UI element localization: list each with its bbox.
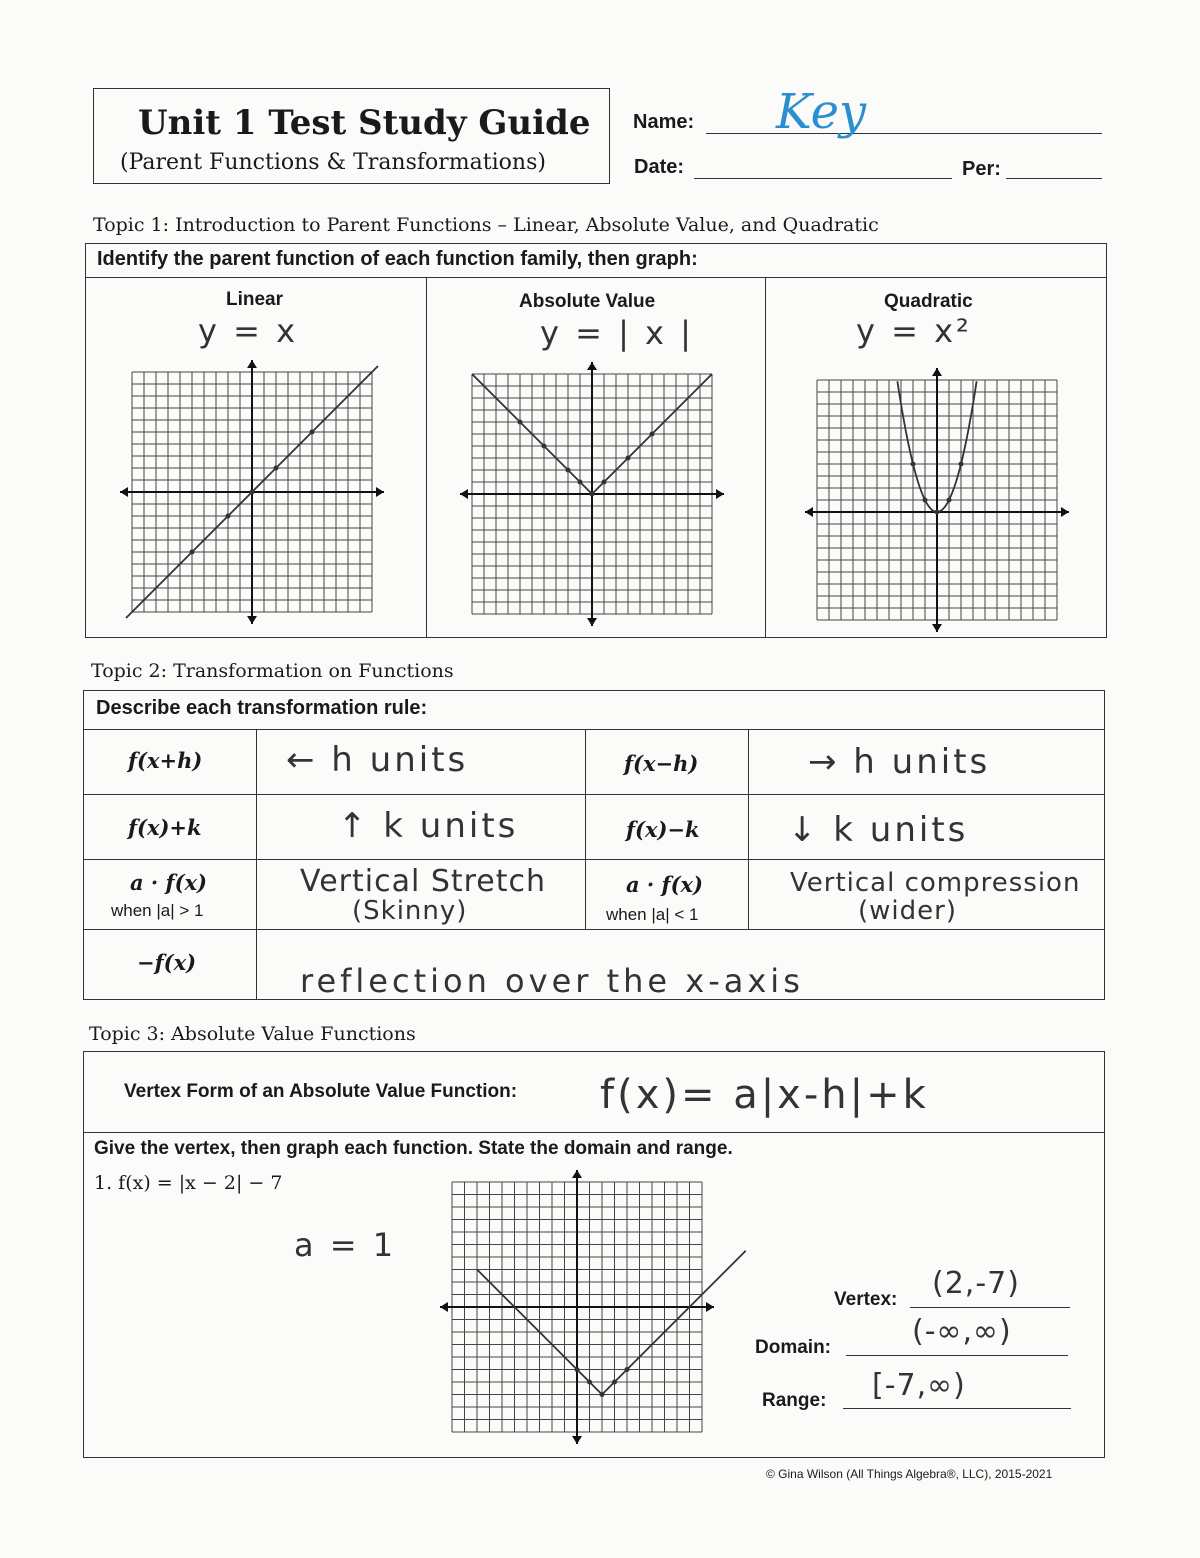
topic3-divider [83,1132,1105,1133]
vertex-form-answer: f(x)= a|x-h|+k [600,1072,929,1118]
plot-point [226,514,231,519]
answer-f-x-minus-h: → h units [808,742,991,782]
plot-point [566,468,571,473]
plot-point [612,1380,617,1385]
problem-1: 1. f(x) = |x − 2| − 7 [94,1172,283,1194]
x-axis-arrow-right [706,1302,714,1312]
a-note: a = 1 [294,1226,397,1264]
plot-point [250,490,255,495]
answer-compression-note: (wider) [858,896,957,926]
linear-graph [110,360,400,632]
date-label: Date: [634,156,685,178]
topic2-heading: Topic 2: Transformation on Functions [91,660,454,682]
cond-a-greater-1: when |a| > 1 [111,901,204,920]
plot-point [310,430,315,435]
topic1-instruction: Identify the parent function of each function family, then graph: [97,248,698,270]
plot-point [575,1367,580,1372]
plot-point [590,492,595,497]
vertex-line [910,1307,1070,1308]
y-axis-arrow-up [932,368,942,376]
domain-label: Domain: [755,1337,831,1358]
rule-f-minus-k: f(x)−k [626,817,700,842]
range-label: Range: [762,1390,827,1411]
answer-stretch-note: (Skinny) [352,896,468,926]
plot-point [587,1380,592,1385]
cond-a-less-1: when |a| < 1 [606,905,699,924]
topic2-row-line-3 [83,929,1105,930]
topic3-heading: Topic 3: Absolute Value Functions [89,1023,416,1045]
rule-a-f-stretch: a · f(x) [130,870,207,895]
x-axis-arrow-left [805,507,813,517]
topic2-col-line-2 [748,729,749,929]
plot-point [600,1392,605,1397]
rule-f-x-plus-h: f(x+h) [128,748,203,773]
plot-point [923,498,928,503]
range-value: [-7,∞) [872,1368,966,1403]
topic2-row-line-2 [83,859,1105,860]
per-label: Per: [962,158,1001,180]
v-curve-problem1 [477,1251,746,1395]
vertex-form-label: Vertex Form of an Absolute Value Function: [124,1081,518,1102]
page-subtitle: (Parent Functions & Transformations) [120,150,546,175]
domain-value: (-∞,∞) [912,1314,1012,1349]
plot-point [602,480,607,485]
x-axis-arrow-left [460,489,468,499]
absval-answer: y = | x | [540,314,694,352]
linear-answer: y = x [198,312,299,350]
topic2-row-line-1 [83,794,1105,795]
plot-point [935,510,940,515]
plot-point [518,420,523,425]
date-line [694,178,952,179]
plot-point [947,498,952,503]
topic3-instruction: Give the vertex, then graph each function. State the domain and range. [94,1138,733,1159]
vertex-value: (2,-7) [932,1266,1020,1301]
x-axis-arrow-right [1061,507,1069,517]
y-axis-arrow-up [572,1170,582,1178]
plot-point [578,480,583,485]
answer-f-x-plus-h: ← h units [286,740,469,780]
y-axis-arrow-down [572,1436,582,1444]
topic1-heading: Topic 1: Introduction to Parent Functions – Linear, Absolute Value, and Quadratic [93,214,879,236]
y-axis-arrow-down [932,624,942,632]
rule-neg-f: −f(x) [137,950,197,975]
quadratic-graph [795,362,1085,634]
topic1-col-divider-2 [765,277,766,638]
vertex-label: Vertex: [834,1289,898,1310]
plot-point [650,432,655,437]
plot-point [625,1367,630,1372]
name-label: Name: [633,111,695,133]
topic2-col-line-0 [256,729,257,1000]
topic2-instruction: Describe each transformation rule: [96,697,428,719]
linear-title: Linear [226,289,284,310]
plot-point [274,466,279,471]
problem1-graph [430,1170,770,1452]
y-axis-arrow-up [247,360,257,368]
domain-line [846,1355,1068,1356]
topic1-divider [85,277,1107,278]
quadratic-title: Quadratic [884,291,973,312]
plot-point [959,462,964,467]
topic2-row-line-0 [83,729,1105,730]
answer-reflection: reflection over the x-axis [300,962,804,1000]
y-axis-arrow-up [587,362,597,370]
topic1-col-divider-1 [426,277,427,638]
topic2-col-line-1 [585,729,586,929]
copyright: © Gina Wilson (All Things Algebra®, LLC), 2015-2021 [766,1467,1053,1481]
rule-f-plus-k: f(x)+k [128,815,202,840]
name-line [706,133,1102,134]
x-axis-arrow-right [376,487,384,497]
quadratic-answer: y = x² [856,312,972,350]
plot-point [626,456,631,461]
page-title: Unit 1 Test Study Guide [138,103,591,143]
per-line [1006,178,1102,179]
rule-f-x-minus-h: f(x−h) [624,751,699,776]
plot-point [542,444,547,449]
plot-point [911,462,916,467]
range-line [843,1408,1071,1409]
y-axis-arrow-down [587,618,597,626]
answer-stretch: Vertical Stretch [300,864,547,899]
x-axis-arrow-left [120,487,128,497]
x-axis-arrow-right [716,489,724,499]
y-axis-arrow-down [247,616,257,624]
name-value: Key [776,84,867,140]
answer-f-minus-k: ↓ k units [788,810,969,850]
absval-graph [450,362,740,634]
absval-title: Absolute Value [519,291,656,312]
answer-f-plus-k: ↑ k units [338,806,519,846]
plot-point [190,550,195,555]
rule-a-f-compress: a · f(x) [626,872,703,897]
x-axis-arrow-left [440,1302,448,1312]
answer-compression: Vertical compression [790,868,1081,898]
